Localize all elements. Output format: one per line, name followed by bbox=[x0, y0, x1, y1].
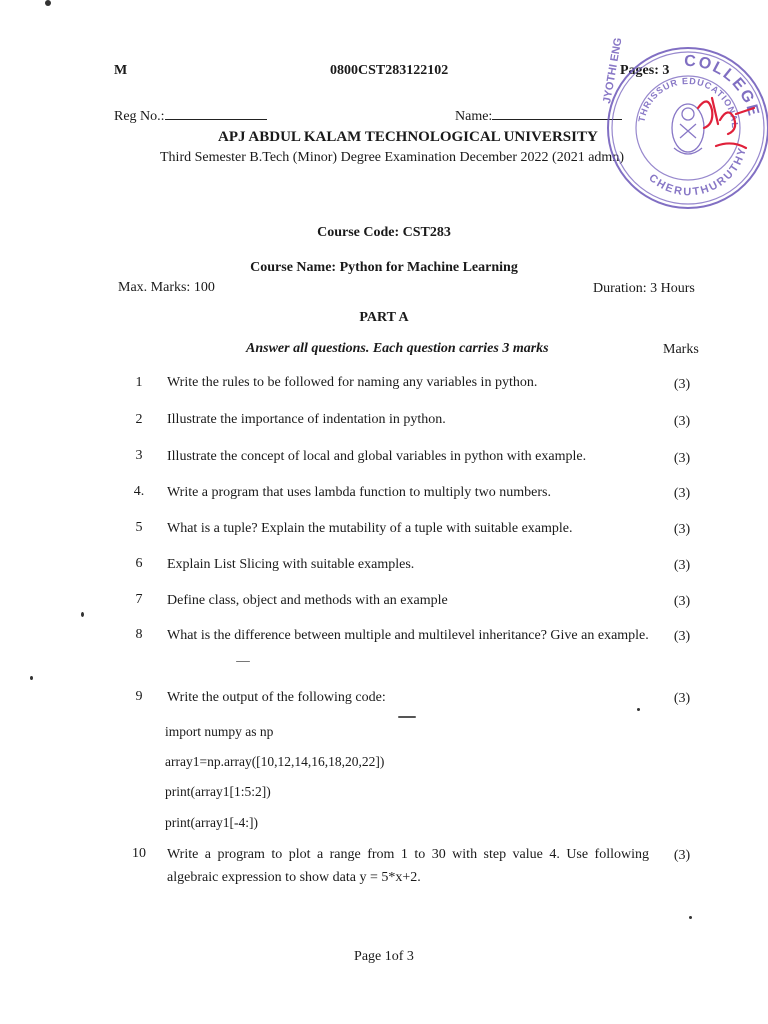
part-instruction: Answer all questions. Each question carries 3 marks bbox=[246, 341, 549, 356]
scan-speck bbox=[689, 916, 692, 919]
seal-left-text: JYOTHI ENG bbox=[601, 36, 625, 105]
page-number: Page 1of 3 bbox=[354, 949, 414, 964]
reg-no-field bbox=[114, 107, 267, 125]
question-marks: (3) bbox=[673, 522, 691, 537]
course-code: Course Code: CST283 bbox=[317, 225, 451, 240]
question-text: Write the rules to be followed for naming any variables in python. bbox=[167, 375, 538, 390]
max-marks: Max. Marks: 100 bbox=[118, 280, 215, 295]
question-marks: (3) bbox=[673, 377, 691, 392]
seal-top-text: COLLEGE bbox=[683, 52, 763, 120]
question-number: 4. bbox=[133, 484, 145, 499]
reg-no-label: Reg No.: bbox=[114, 109, 165, 124]
question-text: What is a tuple? Explain the mutability of a tuple with suitable example. bbox=[167, 521, 573, 536]
duration: Duration: 3 Hours bbox=[593, 281, 695, 296]
seal-inner-text: THRISSUR EDUCATIONAL bbox=[636, 75, 741, 129]
college-library-seal bbox=[596, 28, 768, 218]
question-marks: (3) bbox=[673, 848, 691, 863]
question-marks: (3) bbox=[673, 629, 691, 644]
question-number: 10 bbox=[132, 846, 146, 861]
exam-title: Third Semester B.Tech (Minor) Degree Examination December 2022 (2021 admn) bbox=[160, 150, 624, 165]
code-line: print(array1[-4:]) bbox=[165, 815, 258, 830]
seal-bottom-text: CHERUTHURUTHY bbox=[646, 145, 750, 199]
question-marks: (3) bbox=[673, 691, 691, 706]
question-marks: (3) bbox=[673, 558, 691, 573]
question-text: Illustrate the importance of indentation in python. bbox=[167, 412, 446, 427]
code-line: import numpy as np bbox=[165, 724, 274, 739]
scan-speck bbox=[398, 716, 416, 718]
reg-no-blank bbox=[165, 107, 267, 120]
question-number: 5 bbox=[135, 520, 143, 535]
code-line: print(array1[1:5:2]) bbox=[165, 784, 271, 799]
question-text: Illustrate the concept of local and global variables in python with example. bbox=[167, 449, 587, 464]
university-name: APJ ABDUL KALAM TECHNOLOGICAL UNIVERSITY bbox=[218, 129, 598, 145]
scan-speck bbox=[81, 612, 84, 617]
seal-emblem-icon bbox=[672, 104, 704, 154]
scan-speck bbox=[30, 676, 33, 680]
question-number: 6 bbox=[135, 556, 143, 571]
question-text: Define class, object and methods with an example bbox=[167, 593, 448, 608]
question-number: 8 bbox=[135, 627, 143, 642]
question-number: 9 bbox=[135, 689, 143, 704]
part-title: PART A bbox=[359, 310, 409, 325]
question-text: Write a program to plot a range from 1 to 30 with step value 4. Use following algebraic expression to show data y = 5*x+2. bbox=[167, 847, 649, 885]
question-number: 1 bbox=[135, 375, 143, 390]
question-text: Write the output of the following code: bbox=[167, 690, 386, 705]
course-name: Course Name: Python for Machine Learning bbox=[250, 260, 518, 275]
paper-code: 0800CST283122102 bbox=[330, 63, 449, 78]
question-text: Explain List Slicing with suitable examples. bbox=[167, 557, 415, 572]
question-marks: (3) bbox=[673, 451, 691, 466]
question-number: 3 bbox=[135, 448, 143, 463]
question-number: 7 bbox=[135, 592, 143, 607]
question-marks: (3) bbox=[673, 414, 691, 429]
question-number: 2 bbox=[135, 412, 143, 427]
scan-speck bbox=[236, 661, 250, 662]
scan-speck bbox=[45, 0, 51, 6]
question-marks: (3) bbox=[673, 594, 691, 609]
scan-speck bbox=[637, 708, 640, 711]
page-count: Pages: 3 bbox=[620, 63, 670, 78]
paper-series-letter: M bbox=[114, 63, 128, 78]
question-text: What is the difference between multiple and multilevel inheritance? Give an example. bbox=[167, 628, 649, 643]
code-line: array1=np.array([10,12,14,16,18,20,22]) bbox=[165, 754, 385, 769]
question-marks: (3) bbox=[673, 486, 691, 501]
question-text: Write a program that uses lambda function to multiply two numbers. bbox=[167, 485, 551, 500]
marks-header: Marks bbox=[663, 342, 699, 357]
name-label: Name: bbox=[455, 109, 493, 124]
